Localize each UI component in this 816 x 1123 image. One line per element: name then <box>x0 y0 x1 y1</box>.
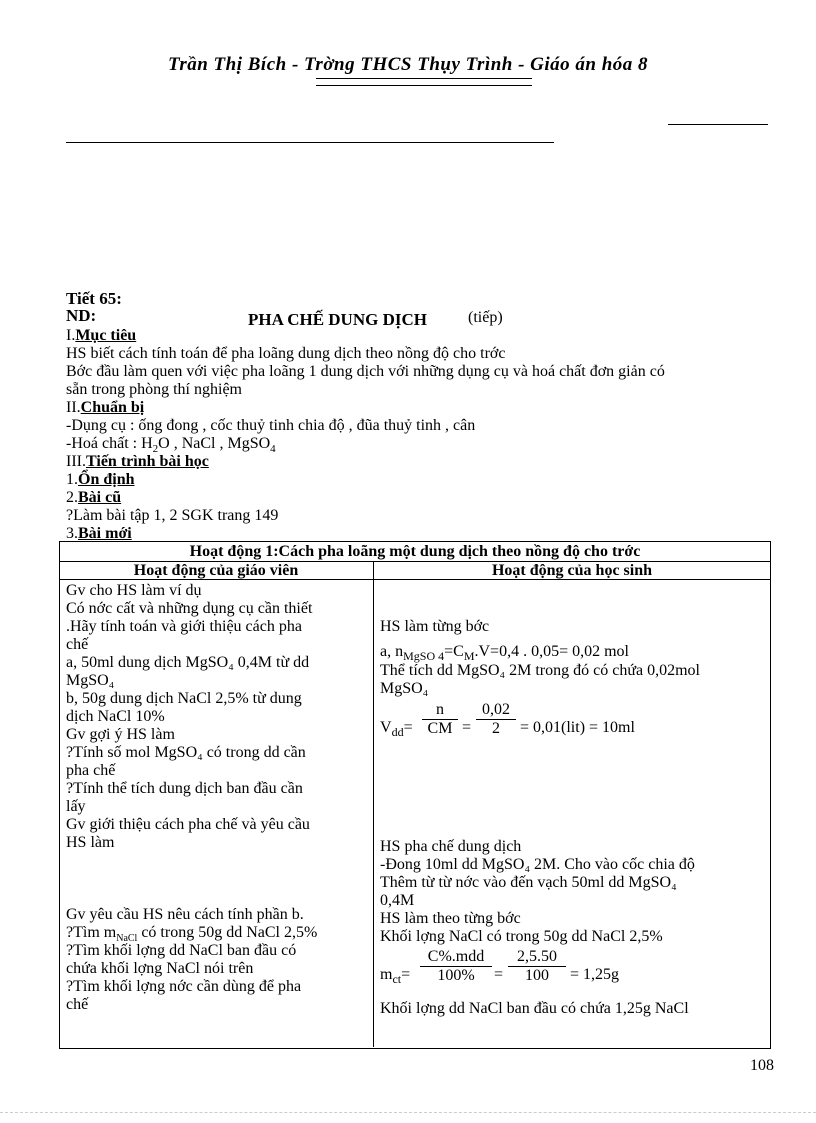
teacher-line: HS làm <box>66 834 115 851</box>
equals-sign: = <box>462 719 472 736</box>
teacher-line: chế <box>66 996 89 1013</box>
teacher-line: Gv yêu cầu HS nêu cách tính phần b. <box>66 906 304 923</box>
objectives-heading: I.Mục tiêu <box>66 327 137 344</box>
lesson-nd: ND: <box>66 306 97 325</box>
teacher-line: b, 50g dung dịch NaCl 2,5% từ dung <box>66 690 302 707</box>
objective-line: HS biết cách tính toán để pha loãng dung dịch theo nồng độ cho trớc <box>66 345 506 362</box>
mct-result: = 1,25g <box>570 966 620 983</box>
preparation-chemicals: -Hoá chất : $H_2O$ , NaCl , MgSO$_4$ <box>66 435 276 456</box>
mct-fraction: C%.mdd 100% <box>420 948 492 985</box>
teacher-column-header: Hoạt động của giáo viên <box>133 562 299 579</box>
student-line: -Đong 10ml dd MgSO₄ 2M. Cho vào cốc chia độ <box>380 856 695 873</box>
teacher-line: a, 50ml dung dịch MgSO₄ 0,4M từ dd <box>66 654 310 671</box>
teacher-line: ?Tìm khối lợng dd NaCl ban đầu có <box>66 942 297 959</box>
divider-long <box>66 142 554 143</box>
mct-fraction-values: $\frac{2,5.50}{100}$ <box>508 948 566 985</box>
teacher-line: chứa khối lợng NaCl nói trên <box>66 960 254 977</box>
process-step-3: 3.Bài mới <box>66 525 132 542</box>
preparation-heading: II.Chuẩn bị <box>66 399 145 416</box>
vdd-fraction-values: $\frac{0,02}{2}$ <box>476 701 516 738</box>
process-step-2-task: ?Làm bài tập 1, 2 SGK trang 149 <box>66 507 279 524</box>
teacher-line: .Hãy tính toán và giới thiệu cách pha <box>66 618 302 635</box>
student-line: HS pha chế dung dịch <box>380 838 522 855</box>
student-line: Thể tích dd MgSO₄ 2M trong đó có chứa 0,02mol <box>380 662 700 679</box>
objective-line: Bớc đầu làm quen với việc pha loãng 1 dung dịch với những dụng cụ và hoá chất đơn giản có <box>66 363 665 380</box>
equals-sign: = <box>494 966 504 983</box>
teacher-line: Gv gợi ý HS làm <box>66 726 175 743</box>
vdd-result: = 0,01(lit) = 10ml <box>520 719 635 736</box>
objective-line: sẵn trong phòng thí nghiệm <box>66 381 242 398</box>
student-column-header: Hoạt động của học sinh <box>491 562 653 579</box>
vdd-fraction: $\frac{n}{CM}$ <box>422 701 458 738</box>
teacher-line: ?Tính thể tích dung dịch ban đầu cần <box>66 780 303 797</box>
page-header: Trần Thị Bích - Trờng THCS Thụy Trình - Giáo án hóa 8 <box>167 54 649 75</box>
student-line: Khối lợng NaCl có trong 50g dd NaCl 2,5% <box>380 928 663 945</box>
process-step-2: 2.Bài cũ <box>66 489 122 506</box>
preparation-tools: -Dụng cụ : ống đong , cốc thuỷ tinh chia độ , đũa thuỷ tinh , cân <box>66 417 476 434</box>
header-underline <box>316 78 532 86</box>
teacher-line: Có nớc cất và những dụng cụ cần thiết <box>66 600 313 617</box>
teacher-line: dịch NaCl 10% <box>66 708 165 725</box>
student-line: HS làm từng bớc <box>380 618 490 635</box>
student-mol-formula: a, $n_{MgSO 4}=C_M.V=0,4$ . 0,05= 0,02 mol <box>380 643 629 664</box>
teacher-line: pha chế <box>66 762 116 779</box>
student-line: HS làm theo từng bớc <box>380 910 521 927</box>
teacher-line: Gv cho HS làm ví dụ <box>66 582 202 599</box>
student-line: 0,4M <box>380 892 415 909</box>
student-line: Khối lợng dd NaCl ban đầu có chứa 1,25g NaCl <box>380 1000 689 1017</box>
vdd-label: $V_{dd}=$ <box>380 719 413 740</box>
activity-title: Hoạt động 1:Cách pha loãng một dung dịch theo nồng độ cho trớc <box>189 543 641 560</box>
process-heading: III.Tiến trình bài học <box>66 453 209 470</box>
teacher-line: chế <box>66 636 89 653</box>
teacher-line: ?Tính số mol MgSO₄ có trong dd cần <box>66 744 306 761</box>
teacher-line: lấy <box>66 798 86 815</box>
lesson-subtitle: (tiếp) <box>468 309 503 326</box>
teacher-line: ?Tìm khối lợng nớc cần dùng để pha <box>66 978 302 995</box>
lesson-title: PHA CHẾ DUNG DỊCH <box>248 310 427 329</box>
page-bottom-border <box>0 1112 816 1113</box>
teacher-line: Gv giới thiệu cách pha chế và yêu cầu <box>66 816 310 833</box>
divider-short <box>668 124 768 125</box>
process-step-1: 1.Ổn định <box>66 471 135 488</box>
mct-label: $m_{ct}=$ <box>380 966 411 987</box>
table-column-divider <box>373 561 374 1047</box>
teacher-line: ?Tìm $m_{NaCl}$ có trong 50g dd NaCl 2,5% <box>66 924 318 945</box>
page-number: 108 <box>750 1057 774 1074</box>
lesson-period: Tiết 65: <box>66 289 122 308</box>
student-line: MgSO₄ <box>380 680 429 697</box>
student-line: Thêm từ từ nớc vào đến vạch 50ml dd MgSO₄ <box>380 874 677 891</box>
teacher-line: MgSO₄ <box>66 672 115 689</box>
